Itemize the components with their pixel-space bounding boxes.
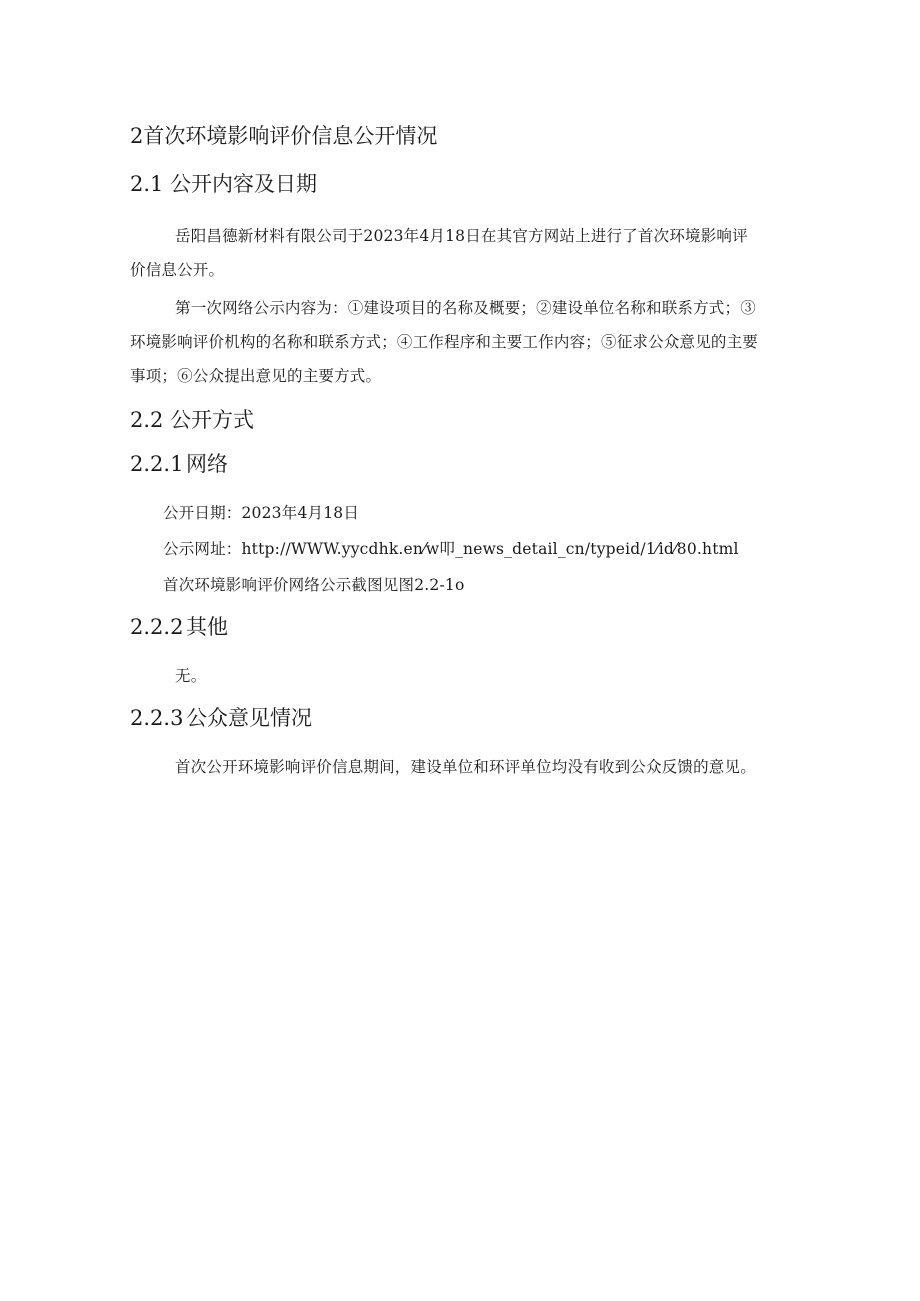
heading-text: 网络 — [186, 452, 228, 476]
heading-text: 公开内容及日期 — [170, 172, 317, 196]
paragraph-line: 第一次网络公示内容为：①建设项目的名称及概要；②建设单位名称和联系方式；③ — [175, 299, 756, 317]
heading-2-2-3 — [130, 702, 312, 732]
paragraph-line: 岳阳昌德新材料有限公司于2023年4月18日在其官方网站上进行了首次环境影响评 — [175, 227, 748, 245]
paragraph-line: 首次公开环境影响评价信息期间，建设单位和环评单位均没有收到公众反馈的意见。 — [175, 758, 756, 776]
paragraph-line: 事项；⑥公众提出意见的主要方式。 — [130, 367, 382, 385]
heading-text: 其他 — [186, 615, 228, 639]
heading-number: 2.2 — [130, 408, 164, 432]
heading-number: 2.2.3 — [130, 706, 184, 730]
heading-number: 2.1 — [130, 172, 164, 196]
heading-2-2-2 — [130, 611, 228, 641]
heading-2-2 — [130, 404, 254, 434]
section-title: 2首次环境影响评价信息公开情况 — [130, 124, 438, 148]
heading-2-1 — [130, 168, 317, 198]
heading-number: 2.2.2 — [130, 615, 184, 639]
paragraph-line: 环境影响评价机构的名称和联系方式；④工作程序和主要工作内容；⑤征求公众意见的主要 — [130, 333, 759, 351]
publish-url-line: 公示网址：http://WWW.yycdhk.en⁄w叩_news_detail_cn/typeid/1⁄id⁄80.html — [163, 540, 739, 558]
heading-number: 2.2.1 — [130, 452, 184, 476]
heading-text: 公众意见情况 — [186, 706, 312, 730]
heading-2-2-1 — [130, 448, 228, 478]
paragraph-line: 价信息公开。 — [130, 261, 225, 279]
paragraph-line: 无。 — [175, 667, 207, 685]
figure-reference-line: 首次环境影响评价网络公示截图见图2.2-1o — [163, 576, 465, 594]
publish-date-line: 公开日期：2023年4月18日 — [163, 504, 360, 522]
heading-text: 公开方式 — [170, 408, 254, 432]
